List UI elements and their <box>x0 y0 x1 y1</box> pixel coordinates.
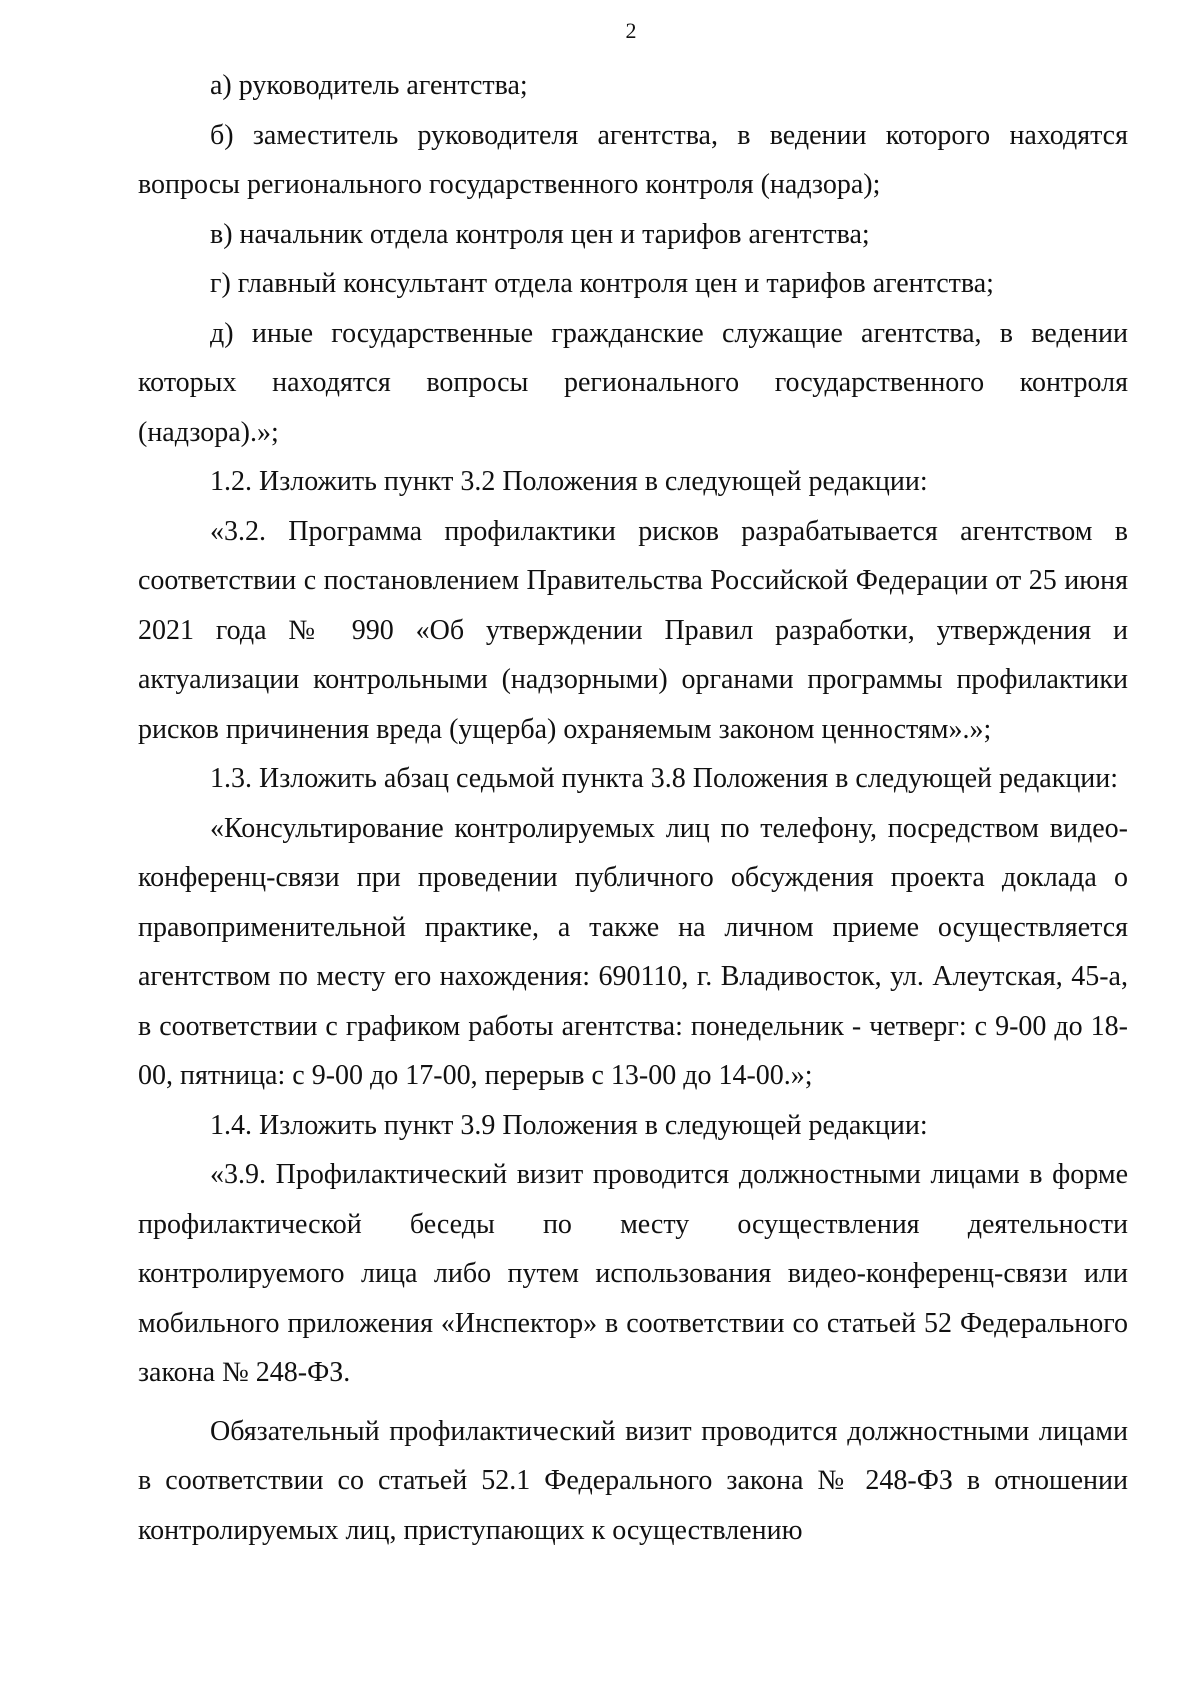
paragraph-item-a: а) руководитель агентства; <box>210 70 528 101</box>
document-body <box>138 61 1128 1555</box>
paragraph-quote-3-2: «3.2. Программа профилактики рисков разрабатывается агентством в соответствии с постановлением Правительства Российской Федерации от 25 июня 2021 года № 990 «Об утверждении Правил разработки, утверждения и актуализации контрольными (надзорными) органами программы профилактики рисков причинения вреда (ущерба) охраняемым законом ценностям».»; <box>138 515 1128 745</box>
paragraph-clause-1-4: 1.4. Изложить пункт 3.9 Положения в следующей редакции: <box>210 1109 928 1141</box>
paragraph-quote-3-9: «3.9. Профилактический визит проводится должностными лицами в форме профилактической беседы по месту осуществления деятельности контролируемого лица либо путем использования видео-конференц-связи или мобильного приложения «Инспектор» в соответствии со статьей 52 Федерального закона № 248-ФЗ. <box>138 1159 1128 1388</box>
page-number: 2 <box>625 18 637 43</box>
paragraph-item-b: б) заместитель руководителя агентства, в ведении которого находятся вопросы регионального государственного контроля (надзора); <box>138 119 1128 200</box>
paragraph-item-g: г) главный консультант отдела контроля цен и тарифов агентства; <box>210 268 994 299</box>
paragraph-quote-consulting: «Консультирование контролируемых лиц по телефону, посредством видео-конференц-связи при проведении публичного обсуждения проекта доклада о правоприменительной практике, а также на личном приеме осуществляется агентством по месту его нахождения: 690110, г. Владивосток, ул. Алеутская, 45-а, в соответствии с графиком работы агентства: понедельник - четверг: с 9-00 до 18-00, пятница: с 9-00 до 17-00, перерыв с 13-00 до 14-00.»; <box>138 812 1128 1091</box>
paragraph-item-d: д) иные государственные гражданские служащие агентства, в ведении которых находятся вопросы регионального государственного контроля (надзора).»; <box>138 317 1128 448</box>
paragraph-clause-1-2: 1.2. Изложить пункт 3.2 Положения в следующей редакции: <box>210 466 928 497</box>
paragraph-item-v: в) начальник отдела контроля цен и тарифов агентства; <box>210 218 870 250</box>
paragraph-mandatory-visit: Обязательный профилактический визит проводится должностными лицами в соответствии со статьей 52.1 Федерального закона № 248-ФЗ в отношении контролируемых лиц, приступающих к осуществлению <box>138 1415 1128 1546</box>
paragraph-clause-1-3: 1.3. Изложить абзац седьмой пункта 3.8 Положения в следующей редакции: <box>210 763 1119 794</box>
